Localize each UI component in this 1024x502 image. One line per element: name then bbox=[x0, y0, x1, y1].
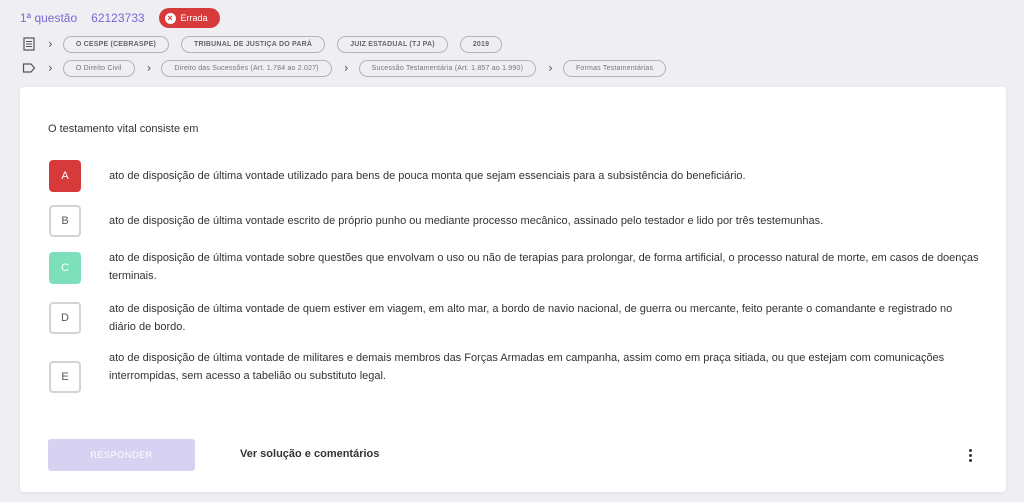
alternative-text[interactable]: ato de disposição de última vontade sobre questões que envolvam o uso ou não de terapias para prolongar, de forma artificial, o processo natural de morte, em casos de doenças terminais. bbox=[109, 252, 979, 282]
question-stem: O testamento vital consiste em bbox=[48, 123, 199, 135]
alternative-a[interactable] bbox=[49, 160, 746, 192]
solution-link[interactable]: Ver solução e comentários bbox=[240, 448, 380, 460]
chevron-right-icon: › bbox=[48, 61, 53, 75]
question-number[interactable]: 1ª questão bbox=[20, 11, 78, 25]
alternative-letter[interactable]: B bbox=[49, 205, 81, 237]
alternative-text[interactable]: ato de disposição de última vontade de militares e demais membros das Forças Armadas em campanha, assim como em praça sitiada, ou que estejam com comunicações interrompidas, sem acesso a tabelião ou substituto legal. bbox=[109, 352, 945, 382]
pill-position[interactable]: JUIZ ESTADUAL (TJ PA) bbox=[337, 36, 448, 53]
alternative-b[interactable] bbox=[49, 205, 824, 237]
alternative-text[interactable]: ato de disposição de última vontade de quem estiver em viagem, em alto mar, a bordo de navio nacional, de guerra ou mercante, feito perante o comandante e registrado no diário de bordo. bbox=[109, 303, 953, 333]
chevron-right-icon: › bbox=[548, 61, 553, 75]
pill-subject[interactable]: O Direito Civil bbox=[63, 60, 135, 77]
pill-topic[interactable]: Direito das Sucessões (Art. 1.784 ao 2.027) bbox=[161, 60, 331, 77]
question-id[interactable]: 62123733 bbox=[91, 11, 145, 25]
alternative-c[interactable] bbox=[49, 252, 979, 284]
alternative-letter[interactable]: A bbox=[49, 160, 81, 192]
pill-section[interactable]: Formas Testamentárias bbox=[563, 60, 666, 77]
alternative-letter[interactable]: C bbox=[49, 252, 81, 284]
alternative-d[interactable] bbox=[49, 302, 953, 334]
exam-breadcrumb bbox=[22, 35, 1024, 53]
pill-subtopic[interactable]: Sucessão Testamentária (Art. 1.857 ao 1.990) bbox=[359, 60, 536, 77]
tag-icon bbox=[22, 61, 36, 75]
alternative-e[interactable] bbox=[49, 352, 945, 393]
pill-year[interactable]: 2019 bbox=[460, 36, 502, 53]
more-vertical-icon[interactable] bbox=[963, 446, 977, 464]
alternative-letter[interactable]: D bbox=[49, 302, 81, 334]
alternative-text[interactable]: ato de disposição de última vontade utilizado para bens de pouca monta que sejam essenciais para a subsistência do beneficiário. bbox=[109, 170, 746, 182]
document-icon bbox=[22, 37, 36, 51]
status-badge bbox=[159, 8, 220, 28]
chevron-right-icon: › bbox=[48, 37, 53, 51]
status-label: Errada bbox=[180, 13, 208, 23]
chevron-right-icon: › bbox=[343, 61, 349, 75]
alternative-letter[interactable]: E bbox=[49, 361, 81, 393]
question-card bbox=[20, 87, 1006, 492]
subject-breadcrumb bbox=[22, 59, 1024, 77]
error-icon: × bbox=[165, 13, 176, 24]
pill-board[interactable]: O CESPE (CEBRASPE) bbox=[63, 36, 169, 53]
answer-button[interactable]: RESPONDER bbox=[48, 439, 195, 471]
chevron-right-icon: › bbox=[146, 61, 152, 75]
pill-institution[interactable]: TRIBUNAL DE JUSTIÇA DO PARÁ bbox=[181, 36, 325, 53]
alternative-text[interactable]: ato de disposição de última vontade escrito de próprio punho ou mediante processo mecânico, assinado pelo testador e lido por três testemunhas. bbox=[109, 215, 824, 227]
question-header bbox=[20, 8, 1024, 28]
